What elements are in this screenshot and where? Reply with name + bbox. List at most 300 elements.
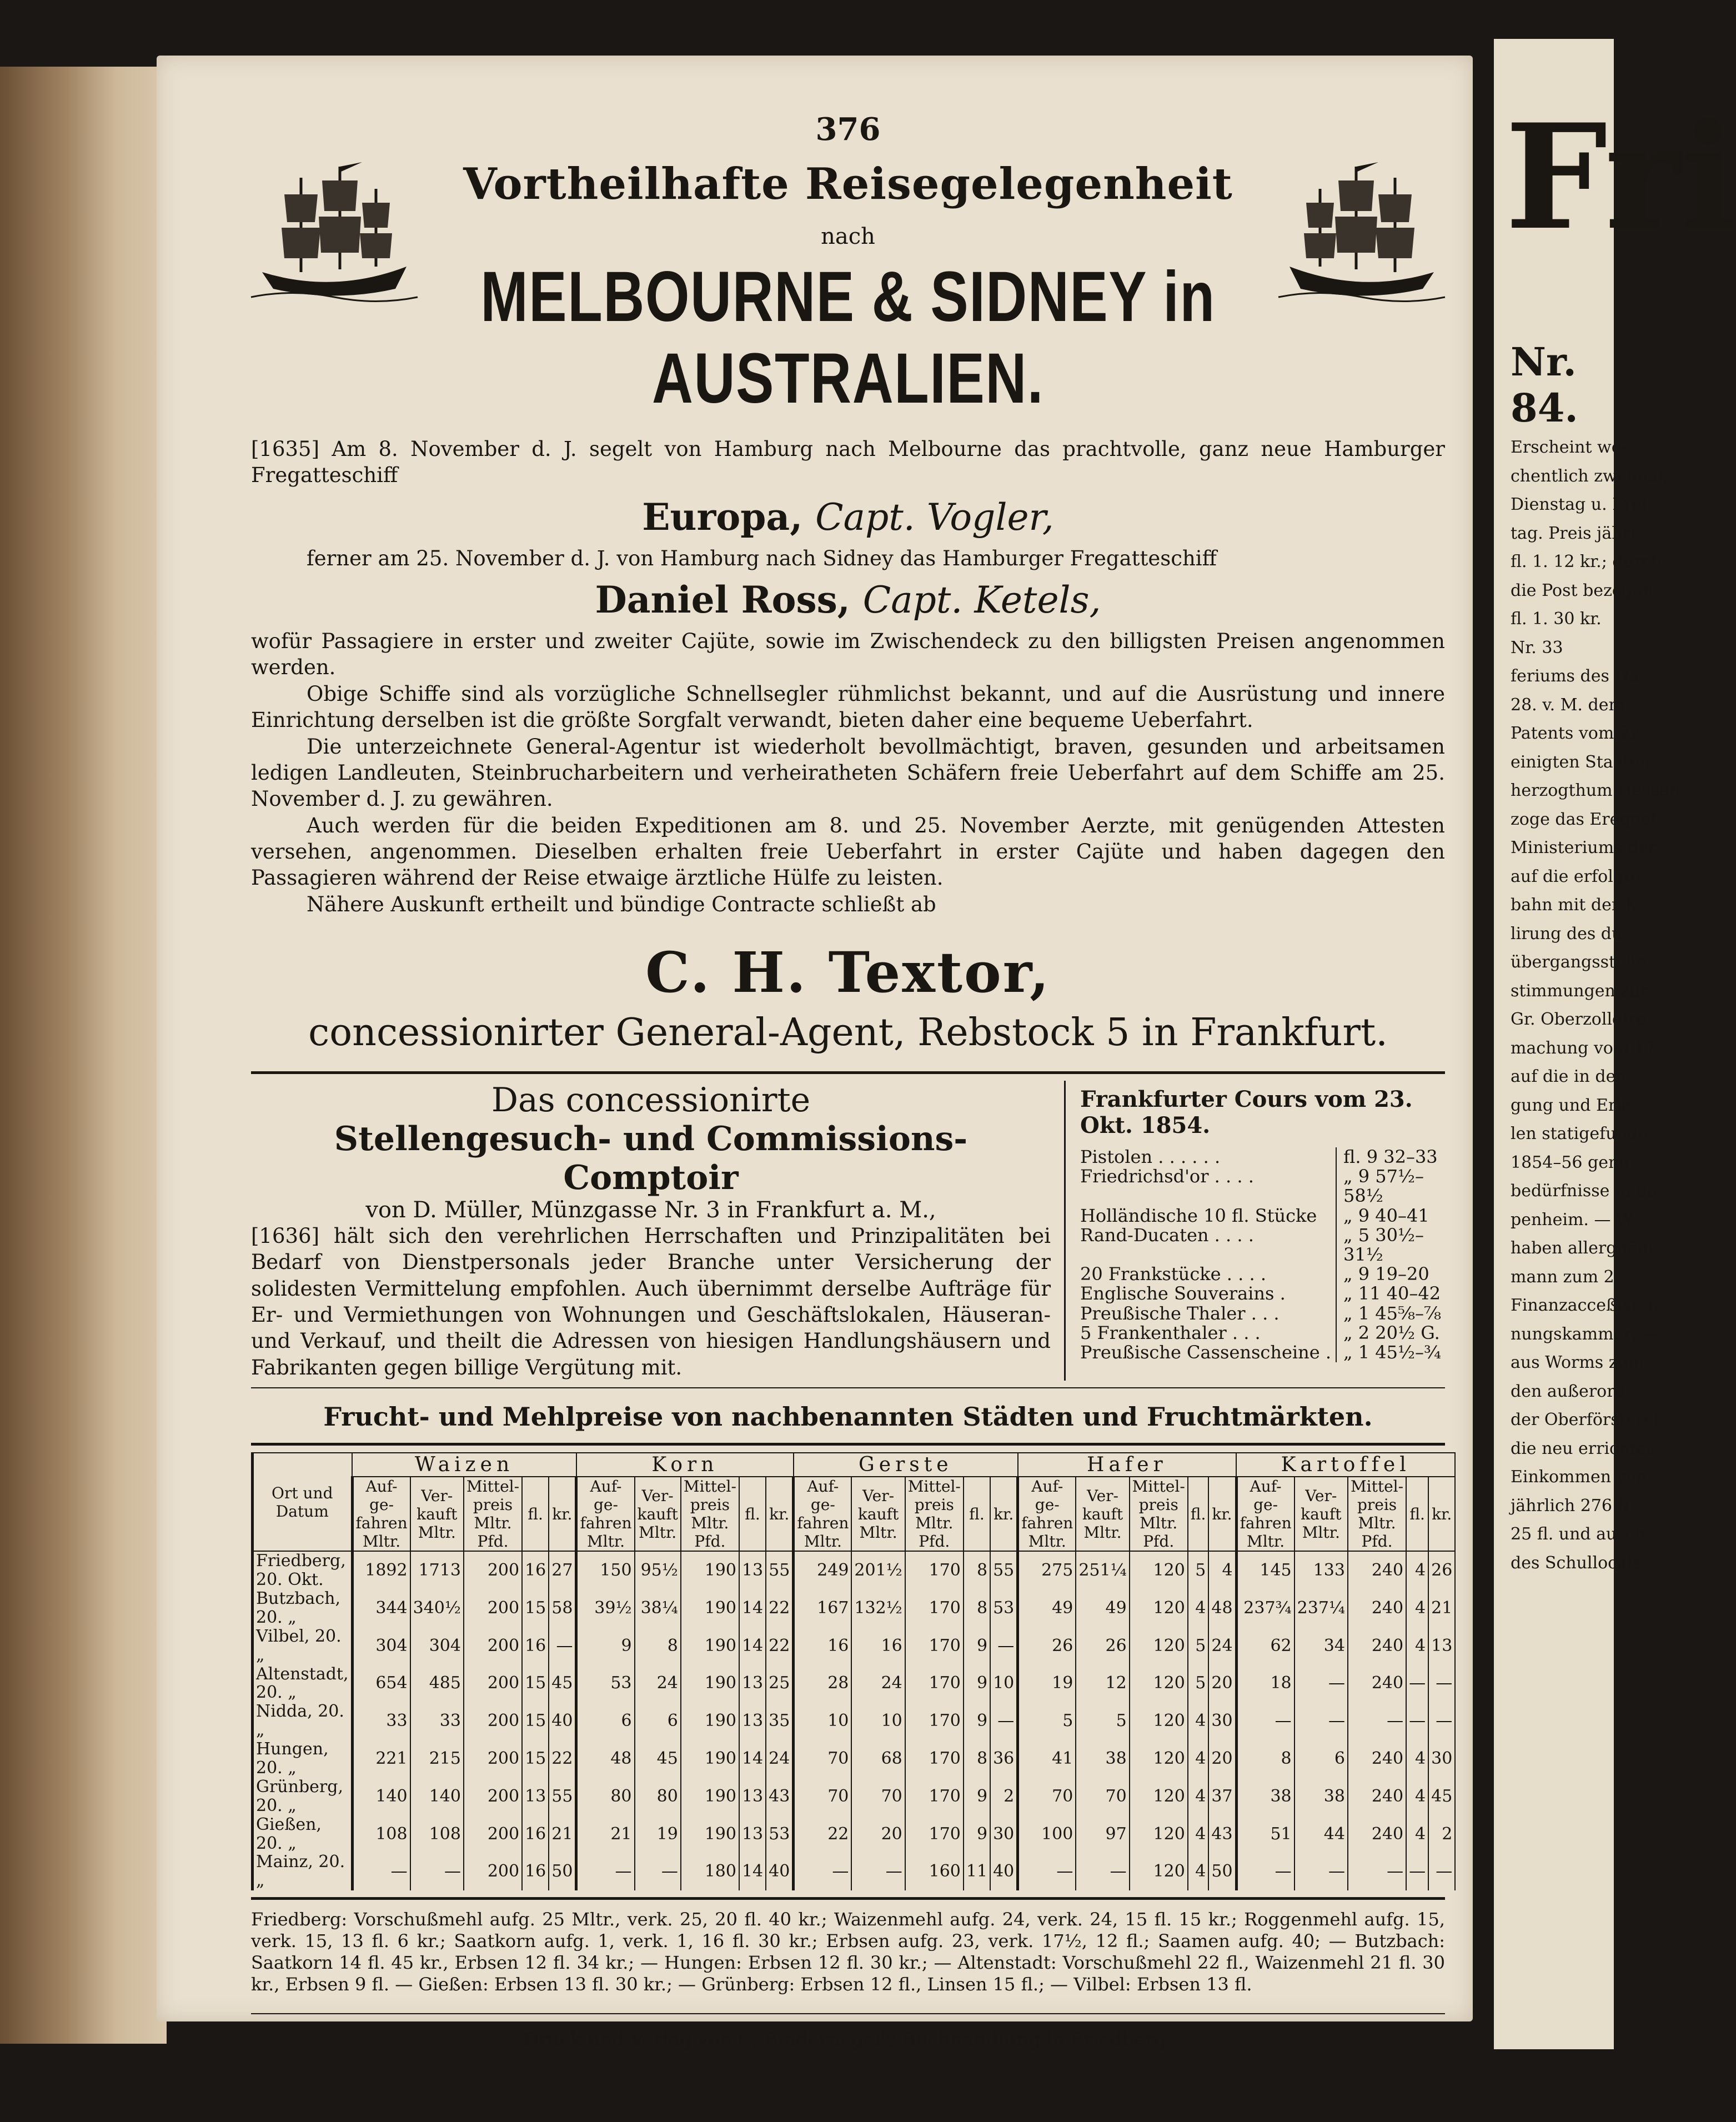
price-cell: 145 <box>1236 1551 1295 1589</box>
price-cell: 20 <box>851 1815 905 1853</box>
ad-agent-line: concessionirter General-Agent, Rebstock 5 in Frankfurt. <box>308 1011 1388 1055</box>
cours-rate: „ 2 20½ G. <box>1336 1323 1445 1343</box>
price-cell: 28 <box>794 1665 852 1703</box>
cours-row <box>1080 1226 1445 1265</box>
price-cell: 26 <box>1076 1627 1129 1665</box>
price-cell: 190 <box>681 1815 739 1853</box>
price-cell: 221 <box>352 1740 410 1778</box>
sub-header-cell: fl. <box>1406 1477 1428 1551</box>
cours-list <box>1080 1147 1445 1362</box>
adjacent-text-line: auf die erfolgte <box>1511 866 1640 886</box>
price-cell: 40 <box>766 1853 794 1890</box>
price-cell: 8 <box>964 1740 990 1778</box>
price-cell: 120 <box>1130 1665 1188 1703</box>
middle-section <box>251 1081 1445 1381</box>
price-cell: 120 <box>1130 1627 1188 1665</box>
group-waizen: Waizen <box>352 1453 576 1477</box>
sub-header-cell: Mittel-preis Mltr. Pfd. <box>464 1477 522 1551</box>
price-cell: 9 <box>964 1778 990 1815</box>
adjacent-text-line: tag. Preis jährl. <box>1511 523 1642 543</box>
adjacent-text-line: die Post bezogen <box>1511 580 1654 600</box>
adjacent-text-line: Einkommen von <box>1511 1467 1647 1487</box>
sub-header-cell: fl. <box>522 1477 549 1551</box>
price-cell: 18 <box>1236 1665 1295 1703</box>
price-cell: 340½ <box>410 1589 464 1627</box>
divider <box>251 1387 1445 1388</box>
table-row <box>253 1778 1456 1815</box>
cours-coin: Rand-Ducaten . . . . <box>1080 1224 1254 1246</box>
price-cell: 21 <box>576 1815 635 1853</box>
price-cell: 140 <box>352 1778 410 1815</box>
sub-header-cell: fl. <box>964 1477 990 1551</box>
price-cell: 10 <box>794 1702 852 1740</box>
sub-header-row <box>253 1477 1456 1551</box>
price-cell: 43 <box>766 1778 794 1815</box>
market-footnote: Friedberg: Vorschußmehl aufg. 25 Mltr., verk. 25, 20 fl. 40 kr.; Waizenmehl aufg. 24, verk. 24, 15 fl. 15 kr.; Roggenmehl aufg. 15, verk. 15, 13 fl. 6 kr.; Saatkorn aufg. 1, verk. 1, 16 fl. 30 kr.; Erbsen aufg. 23, verk. 17½, 12 fl.; Saamen aufg. 40; — Butzbach: Saatkorn 14 fl. 45 kr., Erbsen 12 fl. 34 kr.; — Hungen: Erbsen 12 fl. 30 kr.; — Altenstadt: Vorschußmehl 22 fl., Waizenmehl 21 fl. 30 kr., Erbsen 9 fl. — Gießen: Erbsen 13 fl. 30 kr.; — Grünberg: Erbsen 12 fl., Linsen 15 fl.; — Vilbel: Erbsen 13 fl. <box>251 1909 1445 1995</box>
price-cell: 9 <box>576 1627 635 1665</box>
sub-header-cell: kr. <box>549 1477 576 1551</box>
price-cell: 170 <box>905 1778 964 1815</box>
price-cell: 30 <box>1208 1702 1236 1740</box>
price-cell: 22 <box>794 1815 852 1853</box>
adjacent-text-line: fl. 1. 12 kr.; durch <box>1511 552 1662 571</box>
adjacent-issue-number: Nr. 84. <box>1511 339 1578 431</box>
price-cell: 100 <box>1018 1815 1076 1853</box>
price-cell: 6 <box>1295 1740 1348 1778</box>
price-cell: 97 <box>1076 1815 1129 1853</box>
cours-rate: fl. 9 32–33 <box>1336 1147 1445 1167</box>
price-cell: 5 <box>1076 1702 1129 1740</box>
ad-paragraph-2: Obige Schiffe sind als vorzügliche Schnellsegler rühmlichst bekannt, und auf die Ausrüstung und innere Einrichtung derselben ist die größte Sorgfalt verwandt, bieten daher eine bequeme Ueberfahrt. <box>251 681 1445 733</box>
adjacent-text-line: stimmungen zur <box>1511 981 1648 1001</box>
price-cell: 1713 <box>410 1551 464 1589</box>
adjacent-text-line: Patents vom 22 <box>1511 724 1641 743</box>
price-cell: 9 <box>964 1815 990 1853</box>
price-cell: — <box>1406 1702 1428 1740</box>
price-cell: 14 <box>739 1589 766 1627</box>
sub-header-cell: Ver-kauft Mltr. <box>410 1477 464 1551</box>
price-cell: 11 <box>964 1853 990 1890</box>
price-cell: 16 <box>851 1627 905 1665</box>
price-cell: 251¼ <box>1076 1551 1129 1589</box>
price-cell: 13 <box>1428 1627 1455 1665</box>
price-cell: 240 <box>1348 1627 1406 1665</box>
price-cell: 201½ <box>851 1551 905 1589</box>
price-cell: 485 <box>410 1665 464 1703</box>
price-cell: 5 <box>1188 1627 1209 1665</box>
market-body <box>253 1551 1456 1890</box>
price-cell: 304 <box>352 1627 410 1665</box>
adjacent-text-line: Erscheint wö- <box>1511 438 1627 457</box>
adjacent-text-line: haben allergnädi <box>1511 1238 1654 1258</box>
sub-header-cell: Ver-kauft Mltr. <box>1295 1477 1348 1551</box>
price-cell: 68 <box>851 1740 905 1778</box>
price-cell: 22 <box>766 1589 794 1627</box>
price-cell: 43 <box>1208 1815 1236 1853</box>
price-cell: 20 <box>1208 1665 1236 1703</box>
adjacent-page <box>1494 39 1736 2049</box>
price-cell: 120 <box>1130 1853 1188 1890</box>
price-cell: 190 <box>681 1665 739 1703</box>
price-cell: 16 <box>794 1627 852 1665</box>
adjacent-text-line: bahn mit der K <box>1511 895 1638 915</box>
price-cell: 22 <box>766 1627 794 1665</box>
price-cell: 5 <box>1018 1702 1076 1740</box>
price-cell: 140 <box>410 1778 464 1815</box>
price-cell: 4 <box>1406 1740 1428 1778</box>
comptoir-ad <box>251 1081 1066 1381</box>
price-cell: 26 <box>1428 1551 1455 1589</box>
price-cell: 45 <box>1428 1778 1455 1815</box>
price-cell: 344 <box>352 1589 410 1627</box>
book-page-edges <box>0 67 167 2044</box>
price-cell: 215 <box>410 1740 464 1778</box>
cours-row <box>1080 1167 1445 1206</box>
price-cell: 53 <box>576 1665 635 1703</box>
price-cell: 200 <box>464 1627 522 1665</box>
ad-paragraph-4: Auch werden für die beiden Expeditionen am 8. und 25. November Aerzte, mit genügenden Attesten versehen, angenommen. Dieselben erhalten freie Ueberfahrt in erster Cajüte und haben dagegen den Passagieren während der Reise etwaige ärztliche Hülfe zu leisten. <box>251 813 1445 890</box>
sub-header-cell: kr. <box>1208 1477 1236 1551</box>
price-cell: 14 <box>739 1627 766 1665</box>
market-title: Frucht- und Mehlpreise von nachbenannten Städten und Fruchtmärkten. <box>323 1402 1373 1432</box>
price-cell: 4 <box>1406 1815 1428 1853</box>
price-cell: 5 <box>1188 1551 1209 1589</box>
group-hafer: Hafer <box>1018 1453 1236 1477</box>
price-cell: — <box>1348 1853 1406 1890</box>
sub-header-cell: Mittel-preis Mltr. Pfd. <box>681 1477 739 1551</box>
sub-header-cell: Auf-ge-fahren Mltr. <box>1236 1477 1295 1551</box>
price-cell: — <box>352 1853 410 1890</box>
cours-coin: 20 Frankstücke . . . . <box>1080 1263 1266 1285</box>
price-cell: 13 <box>739 1665 766 1703</box>
price-cell: 190 <box>681 1589 739 1627</box>
price-cell: 62 <box>1236 1627 1295 1665</box>
ad-paragraph-1: wofür Passagiere in erster und zweiter Cajüte, sowie im Zwischendeck zu den billigsten Preisen angenommen werden. <box>251 629 1445 680</box>
price-cell: 21 <box>549 1815 576 1853</box>
adjacent-text-line: len statigefunde <box>1511 1124 1648 1143</box>
table-row <box>253 1815 1456 1853</box>
price-cell: 170 <box>905 1702 964 1740</box>
price-cell: 13 <box>522 1778 549 1815</box>
sub-header-cell: Auf-ge-fahren Mltr. <box>352 1477 410 1551</box>
price-cell: 200 <box>464 1853 522 1890</box>
sub-header-cell: Mittel-preis Mltr. Pfd. <box>1130 1477 1188 1551</box>
price-cell: 120 <box>1130 1740 1188 1778</box>
sub-header-cell: Ver-kauft Mltr. <box>635 1477 681 1551</box>
price-cell: 14 <box>739 1740 766 1778</box>
price-cell: 4 <box>1188 1740 1209 1778</box>
adjacent-text-line: fl. 1. 30 kr. <box>1511 609 1602 629</box>
adjacent-title-fragment: Fri <box>1505 93 1736 262</box>
price-cell: 304 <box>410 1627 464 1665</box>
price-cell: 45 <box>635 1740 681 1778</box>
price-cell: — <box>1236 1853 1295 1890</box>
adjacent-text-line: feriums des Ha <box>1511 666 1639 686</box>
price-cell: — <box>1236 1702 1295 1740</box>
price-cell: 1892 <box>352 1551 410 1589</box>
price-cell: 24 <box>766 1740 794 1778</box>
price-cell: 237¼ <box>1295 1589 1348 1627</box>
adjacent-text-line: nungskammer; — <box>1511 1324 1659 1344</box>
price-cell: 38 <box>1295 1778 1348 1815</box>
price-cell: — <box>410 1853 464 1890</box>
table-row <box>253 1740 1456 1778</box>
price-cell: — <box>1295 1853 1348 1890</box>
price-cell: 190 <box>681 1551 739 1589</box>
price-cell: 240 <box>1348 1551 1406 1589</box>
price-cell: — <box>851 1853 905 1890</box>
price-cell: 51 <box>1236 1815 1295 1853</box>
ad-signature: C. H. Textor, <box>645 940 1051 1006</box>
cours-box <box>1066 1081 1445 1381</box>
adjacent-text-line: jährlich 276 fl. <box>1511 1496 1634 1516</box>
page-content <box>251 111 1453 2051</box>
price-cell: 33 <box>352 1702 410 1740</box>
adjacent-text-line: zoge das Erequat <box>1511 809 1658 829</box>
adjacent-text-line: der Oberförsterei <box>1511 1410 1659 1429</box>
price-cell: 70 <box>794 1740 852 1778</box>
price-cell: 200 <box>464 1702 522 1740</box>
price-cell: 14 <box>739 1853 766 1890</box>
ship-daniel-ross-name: Daniel Ross, <box>595 578 850 622</box>
price-cell: 9 <box>964 1627 990 1665</box>
ort-cell: Grünberg, 20. „ <box>253 1778 353 1815</box>
cours-rate: „ 5 30½–31½ <box>1336 1226 1445 1265</box>
price-cell: 34 <box>1295 1627 1348 1665</box>
price-cell: 13 <box>739 1815 766 1853</box>
price-cell: 8 <box>1236 1740 1295 1778</box>
price-cell: 16 <box>522 1627 549 1665</box>
ship-europa-captain: Capt. Vogler, <box>815 495 1054 539</box>
price-cell: 49 <box>1076 1589 1129 1627</box>
group-gerste: Gerste <box>794 1453 1018 1477</box>
price-cell: 70 <box>851 1778 905 1815</box>
cours-rate: „ 11 40–42 <box>1336 1284 1445 1303</box>
price-cell: 170 <box>905 1627 964 1665</box>
price-cell: 4 <box>1188 1815 1209 1853</box>
ship-europa <box>251 495 1445 539</box>
price-cell: 38 <box>1076 1740 1129 1778</box>
price-cell: 50 <box>1208 1853 1236 1890</box>
price-cell: 200 <box>464 1665 522 1703</box>
adjacent-text-line: Nr. 33 <box>1511 638 1563 658</box>
price-cell: — <box>1428 1665 1455 1703</box>
adjacent-text-line: gung und Erle <box>1511 1095 1632 1115</box>
price-cell: 654 <box>352 1665 410 1703</box>
price-cell: 200 <box>464 1551 522 1589</box>
price-cell: 132½ <box>851 1589 905 1627</box>
price-cell: — <box>1348 1702 1406 1740</box>
price-cell: 21 <box>1428 1589 1455 1627</box>
price-cell: 13 <box>739 1778 766 1815</box>
price-cell: 8 <box>964 1551 990 1589</box>
price-cell: 170 <box>905 1551 964 1589</box>
price-cell: — <box>1428 1853 1455 1890</box>
price-cell: 4 <box>1188 1702 1209 1740</box>
price-cell: 120 <box>1130 1815 1188 1853</box>
price-cell: 5 <box>1188 1665 1209 1703</box>
price-cell: — <box>794 1853 852 1890</box>
adjacent-text-line: auf die in den <box>1511 1067 1627 1086</box>
price-cell: 200 <box>464 1589 522 1627</box>
price-cell: 30 <box>990 1815 1018 1853</box>
ort-cell: Altenstadt, 20. „ <box>253 1665 353 1703</box>
price-cell: 190 <box>681 1627 739 1665</box>
sub-header-cell: kr. <box>766 1477 794 1551</box>
sub-header-cell: Mittel-preis Mltr. Pfd. <box>905 1477 964 1551</box>
adjacent-text-line: Finanzacceßisten <box>1511 1296 1659 1315</box>
price-cell: 240 <box>1348 1665 1406 1703</box>
cours-rate: „ 9 57½–58½ <box>1336 1167 1445 1206</box>
adjacent-text-line: die neu errichtet <box>1511 1438 1653 1458</box>
price-cell: 95½ <box>635 1551 681 1589</box>
price-cell: 16 <box>522 1815 549 1853</box>
price-cell: 53 <box>990 1589 1018 1627</box>
price-cell: 26 <box>1018 1627 1076 1665</box>
price-cell: 275 <box>1018 1551 1076 1589</box>
price-cell: 2 <box>1428 1815 1455 1853</box>
price-cell: — <box>1406 1665 1428 1703</box>
price-cell: 120 <box>1130 1589 1188 1627</box>
price-cell: 38¼ <box>635 1589 681 1627</box>
price-cell: 4 <box>1406 1551 1428 1589</box>
price-cell: 240 <box>1348 1740 1406 1778</box>
price-cell: 2 <box>990 1778 1018 1815</box>
divider <box>251 2013 1445 2014</box>
price-cell: 36 <box>990 1740 1018 1778</box>
price-cell: 50 <box>549 1853 576 1890</box>
ort-cell: Nidda, 20. „ <box>253 1702 353 1740</box>
sailing-ship-icon <box>1278 155 1445 311</box>
ship-europa-name: Europa, <box>642 495 803 539</box>
cours-coin: Englische Souverains . <box>1080 1283 1286 1305</box>
table-row <box>253 1627 1456 1665</box>
adjacent-text-line: Dienstag u. Frei- <box>1511 495 1653 514</box>
adjacent-text-fragments <box>1494 435 1680 1575</box>
price-cell: 4 <box>1188 1853 1209 1890</box>
price-cell: 120 <box>1130 1702 1188 1740</box>
adjacent-text-line: machung vom 17 <box>1511 1038 1656 1058</box>
sub-header-cell: fl. <box>1188 1477 1209 1551</box>
price-cell: 9 <box>964 1665 990 1703</box>
price-cell: 15 <box>522 1589 549 1627</box>
cours-coin: Preußische Thaler . . . <box>1080 1302 1280 1324</box>
comptoir-body: [1636] hält sich den verehrlichen Herrschaften und Prinzipalitäten bei Bedarf von Dienstpersonals jeder Branche unter Versicherung der solidesten Vermittelung empfohlen. Auch übernimmt derselbe Aufträge für Er- und Vermiethungen von Wohnungen und Geschäftslokalen, Häuseran- und Verkauf, und theilt die Adressen von hiesigen Handlungshäusern und Fabrikanten gegen billige Vergütung mit. <box>251 1224 1051 1379</box>
sub-header-cell: kr. <box>990 1477 1018 1551</box>
price-cell: 120 <box>1130 1778 1188 1815</box>
price-cell: 48 <box>576 1740 635 1778</box>
price-cell: 190 <box>681 1740 739 1778</box>
cours-rate: „ 9 19–20 <box>1336 1265 1445 1284</box>
cours-coin: Friedrichsd'or . . . . <box>1080 1166 1254 1187</box>
price-cell: 4 <box>1188 1778 1209 1815</box>
price-cell: 37 <box>1208 1778 1236 1815</box>
price-cell: 13 <box>739 1551 766 1589</box>
price-cell: 133 <box>1295 1551 1348 1589</box>
cours-row <box>1080 1343 1445 1362</box>
price-cell: — <box>1428 1702 1455 1740</box>
price-cell: 16 <box>522 1853 549 1890</box>
ort-cell: Butzbach, 20. „ <box>253 1589 353 1627</box>
ort-header: Ort und Datum <box>253 1453 353 1551</box>
group-korn: Korn <box>576 1453 794 1477</box>
ad-nach: nach <box>821 224 875 249</box>
price-cell: 240 <box>1348 1778 1406 1815</box>
price-cell: 70 <box>1018 1778 1076 1815</box>
price-cell: 40 <box>549 1702 576 1740</box>
ship-daniel-ross-captain: Capt. Ketels, <box>862 579 1101 622</box>
page-number: 376 <box>815 111 881 148</box>
price-cell: — <box>549 1627 576 1665</box>
price-cell: 237¾ <box>1236 1589 1295 1627</box>
ort-cell: Gießen, 20. „ <box>253 1815 353 1853</box>
ad-title: Vortheilhafte Reisegelegenheit <box>463 159 1233 209</box>
price-cell: 190 <box>681 1778 739 1815</box>
price-cell: 48 <box>1208 1589 1236 1627</box>
price-cell: 58 <box>549 1589 576 1627</box>
adjacent-text-line: mann zum 2. <box>1511 1267 1620 1287</box>
adjacent-text-line: 25 fl. und ausch <box>1511 1524 1645 1544</box>
price-cell: 4 <box>1406 1589 1428 1627</box>
market-table <box>251 1452 1456 1890</box>
price-cell: 53 <box>766 1815 794 1853</box>
price-cell: 4 <box>1406 1627 1428 1665</box>
price-cell: 8 <box>635 1627 681 1665</box>
price-cell: 80 <box>635 1778 681 1815</box>
price-cell: 150 <box>576 1551 635 1589</box>
adjacent-text-line: penheim. — W <box>1511 1210 1633 1230</box>
ad-paragraph-3: Die unterzeichnete General-Agentur ist wiederholt bevollmächtigt, braven, gesunden und arbeitsamen ledigen Landleuten, Steinbrucharbeitern und verheiratheten Schäfern freie Ueberfahrt auf dem Schiffe am 25. November d. J. zu gewähren. <box>251 734 1445 811</box>
cours-row <box>1080 1265 1445 1284</box>
divider <box>251 1071 1445 1074</box>
price-cell: 200 <box>464 1740 522 1778</box>
sub-header-cell: Mittel-preis Mltr. Pfd. <box>1348 1477 1406 1551</box>
price-cell: 15 <box>522 1702 549 1740</box>
sub-header-cell: Ver-kauft Mltr. <box>851 1477 905 1551</box>
price-cell: — <box>1406 1853 1428 1890</box>
price-cell: 30 <box>1428 1740 1455 1778</box>
table-row <box>253 1853 1456 1890</box>
sub-header-cell: Auf-ge-fahren Mltr. <box>1018 1477 1076 1551</box>
price-cell: 70 <box>1076 1778 1129 1815</box>
cours-coin: Holländische 10 fl. Stücke <box>1080 1205 1317 1226</box>
price-cell: 190 <box>681 1702 739 1740</box>
price-cell: 4 <box>1208 1551 1236 1589</box>
comptoir-line-2: Stellengesuch- und Commissions-Comptoir <box>334 1120 968 1198</box>
price-cell: 40 <box>990 1853 1018 1890</box>
price-cell: — <box>576 1853 635 1890</box>
price-cell: 15 <box>522 1740 549 1778</box>
adjacent-text-line: des Schullocals. <box>1511 1553 1647 1573</box>
ort-cell: Vilbel, 20. „ <box>253 1627 353 1665</box>
price-cell: 55 <box>549 1778 576 1815</box>
price-cell: — <box>990 1702 1018 1740</box>
ort-cell: Hungen, 20. „ <box>253 1740 353 1778</box>
imprint: Druck und Verlag von C. Bindernagel's Buchhandlung in Friedberg. <box>523 2029 1173 2051</box>
sub-header-cell: fl. <box>739 1477 766 1551</box>
table-row <box>253 1665 1456 1703</box>
sub-header-cell: Ver-kauft Mltr. <box>1076 1477 1129 1551</box>
adjacent-text-line: übergangsstelle <box>1511 952 1646 972</box>
cours-rate: „ 9 40–41 <box>1336 1206 1445 1226</box>
price-cell: 70 <box>794 1778 852 1815</box>
ship-daniel-ross <box>251 578 1445 621</box>
ort-cell: Mainz, 20. „ <box>253 1853 353 1890</box>
price-cell: 24 <box>635 1665 681 1703</box>
price-cell: 33 <box>410 1702 464 1740</box>
price-cell: 249 <box>794 1551 852 1589</box>
comptoir-line-1: Das concessionirte <box>491 1081 811 1120</box>
